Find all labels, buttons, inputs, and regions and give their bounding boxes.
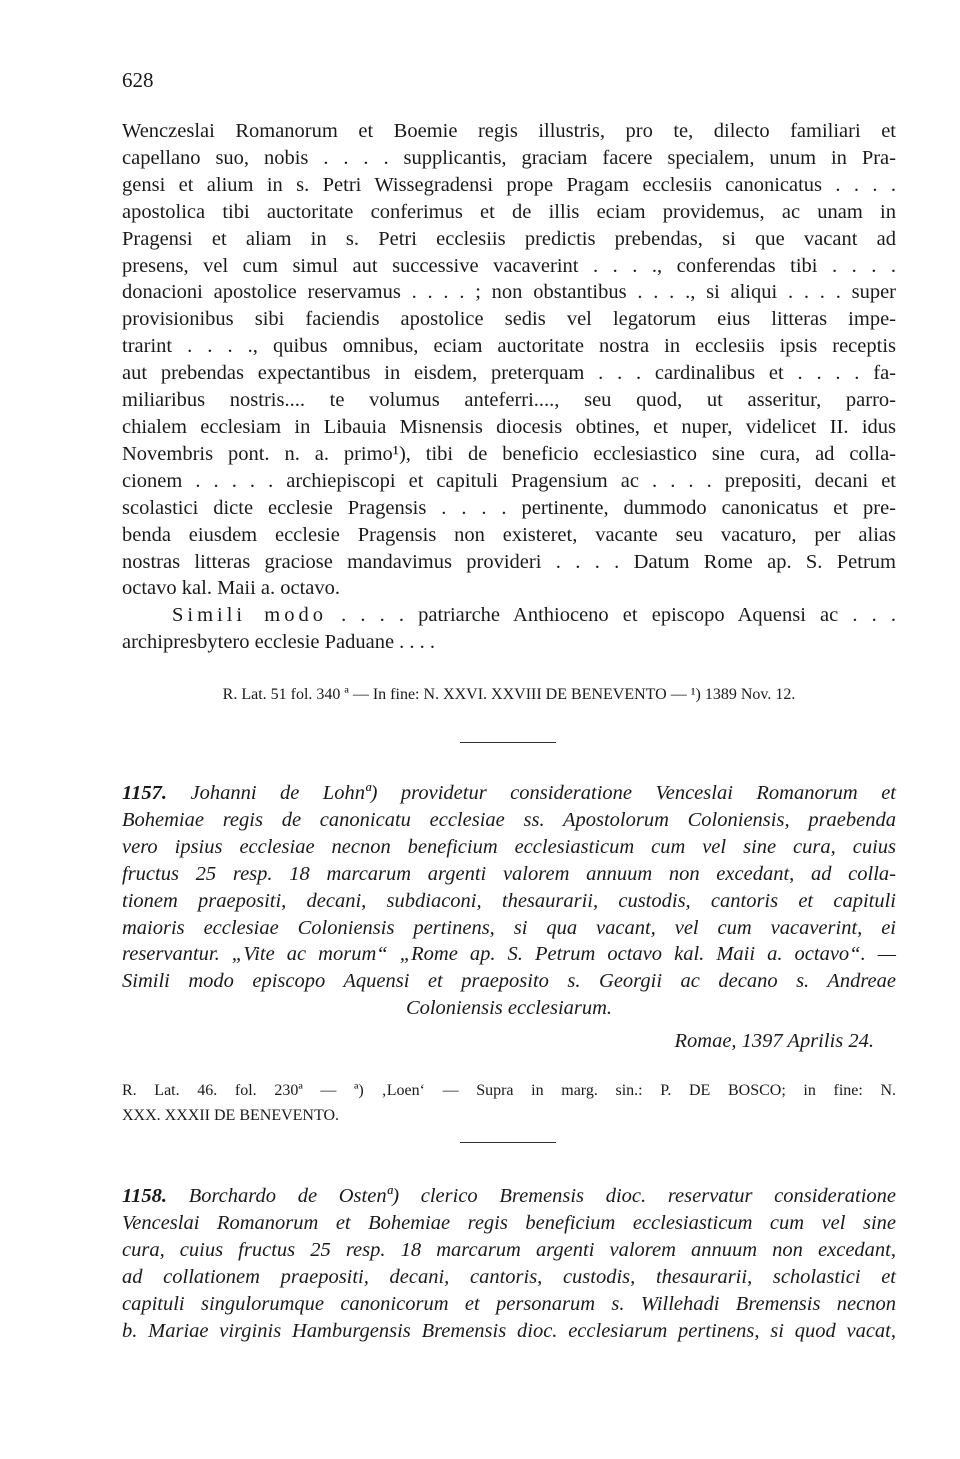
entry-number: 1157. — [122, 782, 167, 804]
text-line: vero ipsius ecclesiae necnon beneficium ecclesiasticum cum vel sine cura, cuius — [122, 835, 896, 858]
text-line: Venceslai Romanorum et Bohemiae regis beneficium ecclesiasticum cum vel sine — [122, 1211, 896, 1234]
text-line: reservantur. „Vite ac morum“ „Rome ap. S. Petrum octavo kal. Maii a. octavo“. — — [122, 943, 896, 966]
text-line: miliaribus nostris.... te volumus anteferri...., seu quod, ut asseritur, parro- — [122, 389, 896, 412]
divider — [460, 1142, 556, 1143]
entry-1156-text — [122, 118, 896, 656]
text-line: capituli singulorumque canonicorum et personarum s. Willehadi Bremensis necnon — [122, 1292, 896, 1315]
text-line: benda eiusdem ecclesie Pragensis non existeret, vacante seu vacaturo, per alias — [122, 523, 896, 546]
divider — [460, 742, 556, 743]
entry-heading: Borchardo de Ostenª) clerico Bremensis dioc. reservatur consideratione — [167, 1185, 896, 1207]
entry-1157 — [122, 780, 896, 1022]
text-line: cionem . . . . . archiepiscopi et capituli Pragensium ac . . . . prepositi, decani et — [122, 469, 896, 492]
text-line: octavo kal. Maii a. octavo. — [122, 577, 341, 600]
text-line: donacioni apostolice reservamus . . . . ; non obstantibus . . . ., si aliqui . . . . super — [122, 281, 896, 304]
entry-number: 1158. — [122, 1185, 167, 1207]
text-line: aut prebendas expectantibus in eisdem, preterquam . . . cardinalibus et . . . . fa- — [122, 362, 896, 385]
text-line: ad collationem praepositi, decani, cantoris, custodis, thesaurarii, scholastici et — [122, 1265, 896, 1288]
text-line: trarint . . . ., quibus omnibus, eciam auctoritate nostra in ecclesiis ipsis receptis — [122, 335, 896, 358]
text-line: Pragensi et aliam in s. Petri ecclesiis predictis prebendas, si que vacant ad — [122, 227, 896, 250]
entry-1158 — [122, 1183, 896, 1344]
text-line: presens, vel cum simul aut successive vacaverint . . . ., conferendas tibi . . . . — [122, 254, 896, 277]
simili-rest: . . . . patriarche Anthioceno et episcopo Aquensi ac . . . — [326, 604, 896, 627]
source-line: XXX. XXXII DE BENEVENTO. — [122, 1107, 340, 1124]
text-line: tionem praepositi, decani, subdiaconi, thesaurarii, custodis, cantoris et capituli — [122, 889, 896, 912]
simili-line — [122, 602, 896, 629]
text-line: scolastici dicte ecclesie Pragensis . . . . pertinente, dummodo canonicatus et pre- — [122, 496, 896, 519]
text-line: chialem ecclesiam in Libauia Misnensis diocesis obtines, et nuper, videlicet II. idus — [122, 415, 896, 438]
text-line: Bohemiae regis de canonicatu ecclesiae ss. Apostolorum Coloniensis, praebenda — [122, 808, 896, 831]
source-note-1156: R. Lat. 51 fol. 340 ª — In fine: N. XXVI. XXVIII DE BENEVENTO — ¹) 1389 Nov. 12. — [222, 686, 796, 703]
text-line: nostras litteras graciose mandavimus provideri . . . . Datum Rome ap. S. Petrum — [122, 550, 896, 573]
text-line: Simili modo episcopo Aquensi et praeposito s. Georgii ac decano s. Andreae — [122, 970, 896, 993]
source-line: R. Lat. 46. fol. 230ª — ª) ‚Loen‘ — Supra in marg. sin.: P. DE BOSCO; in fine: N. — [122, 1082, 896, 1099]
source-note-1157 — [122, 1078, 896, 1128]
text-line: archipresbytero ecclesie Paduane . . . . — [122, 631, 436, 654]
entry-first-line — [122, 780, 896, 807]
text-line: gensi et alium in s. Petri Wissegradensi prope Pragam ecclesiis canonicatus . . . . — [122, 173, 896, 196]
text-line: capellano suo, nobis . . . . supplicantis, graciam facere specialem, unum in Pra- — [122, 146, 896, 169]
entry-heading: Johanni de Lohnª) providetur consideratione Venceslai Romanorum et — [167, 782, 896, 804]
text-line: Wenczeslai Romanorum et Boemie regis illustris, pro te, dilecto familiari et — [122, 120, 896, 142]
text-line: apostolica tibi auctoritate conferimus et de illis eciam providemus, ac unam in — [122, 200, 896, 223]
page-number: 628 — [122, 68, 154, 92]
text-line: cura, cuius fructus 25 resp. 18 marcarum argenti valorem annuum non excedant, — [122, 1238, 896, 1261]
text-line: b. Mariae virginis Hamburgensis Bremensis dioc. ecclesiarum pertinens, si quod vacat, — [122, 1319, 896, 1342]
text-line: Coloniensis ecclesiarum. — [405, 997, 613, 1020]
text-line: Novembris pont. n. a. primo¹), tibi de beneficio ecclesiastico sine cura, ad colla- — [122, 442, 896, 465]
place-date: Romae, 1397 Aprilis 24. — [674, 1030, 874, 1052]
text-line: maioris ecclesiae Coloniensis pertinens, si qua vacant, vel cum vacaverint, ei — [122, 916, 896, 939]
simili-spaced: Simili modo — [172, 604, 327, 627]
text-line: provisionibus sibi faciendis apostolice sedis vel legatorum eius litteras impe- — [122, 308, 896, 331]
entry-first-line — [122, 1183, 896, 1210]
text-line: fructus 25 resp. 18 marcarum argenti valorem annuum non excedant, ad colla- — [122, 862, 896, 885]
